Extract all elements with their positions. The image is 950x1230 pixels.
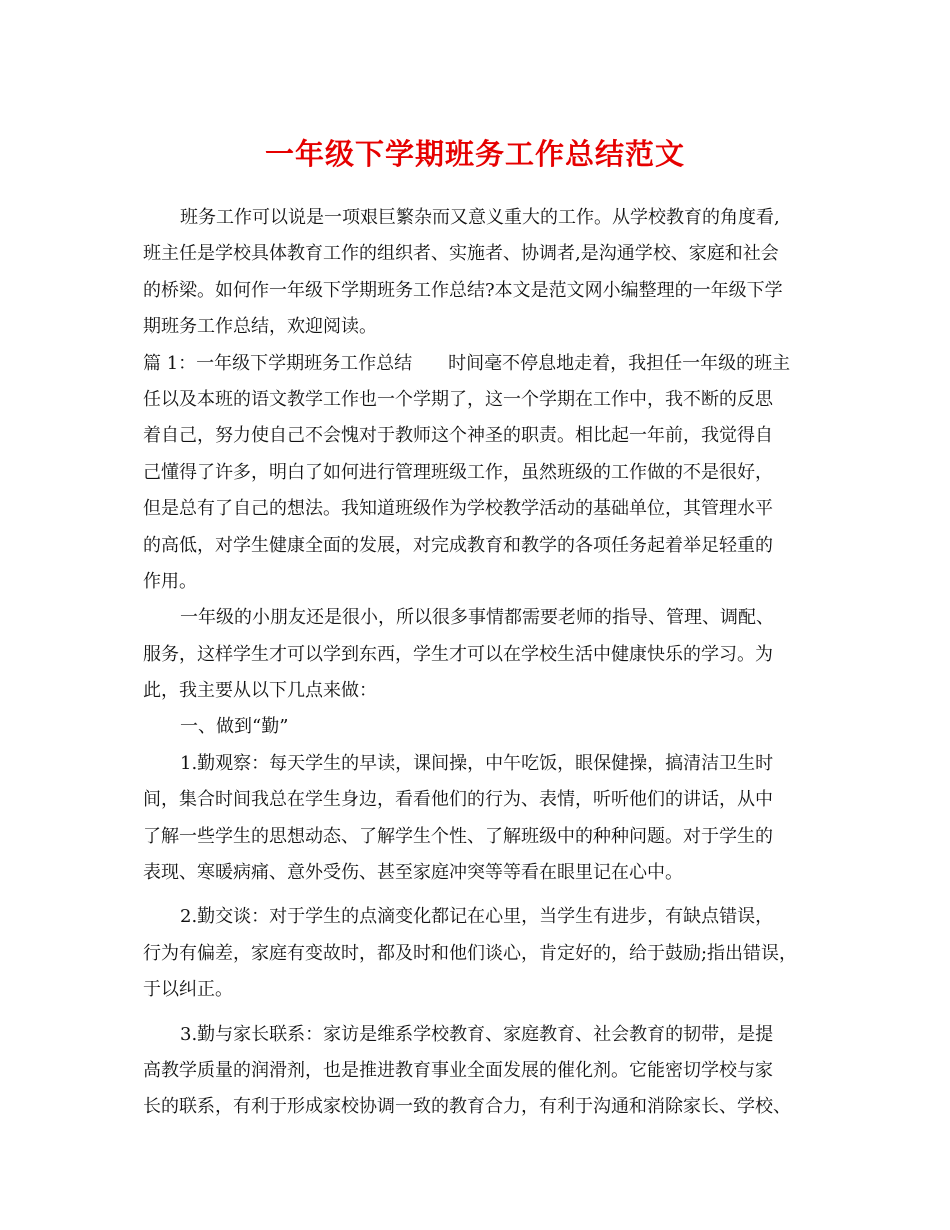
body-line: 服务，这样学生才可以学到东西，学生才可以在学校生活中健康快乐的学习。为 bbox=[143, 643, 773, 665]
body-line: 2.勤交谈：对于学生的点滴变化都记在心里，当学生有进步，有缺点错误， bbox=[180, 906, 774, 928]
body-line: 此，我主要从以下几点来做： bbox=[143, 680, 377, 702]
paragraph-gap bbox=[143, 891, 823, 899]
body-line: 的高低，对学生健康全面的发展，对完成教育和教学的各项任务起着举足轻重的 bbox=[143, 534, 773, 556]
body-line: 了解一些学生的思想动态、了解学生个性、了解班级中的种种问题。对于学生的 bbox=[143, 825, 773, 847]
body-line: 作用。 bbox=[143, 570, 197, 592]
body-line: 一年级的小朋友还是很小，所以很多事情都需要老师的指导、管理、调配、 bbox=[180, 607, 774, 629]
body-line: 1.勤观察：每天学生的早读，课间操，中午吃饭，眼保健操，搞清洁卫生时 bbox=[180, 752, 774, 774]
body-line: 己懂得了许多，明白了如何进行管理班级工作，虽然班级的工作做的不是很好， bbox=[143, 461, 773, 483]
body-line: 篇 1：一年级下学期班务工作总结 时间毫不停息地走着，我担任一年级的班主 bbox=[143, 352, 791, 374]
document-title: 一年级下学期班务工作总结范文 bbox=[264, 137, 685, 171]
body-line: 于以纠正。 bbox=[143, 979, 233, 1001]
body-line: 一、做到“勤” bbox=[180, 716, 289, 738]
document-body bbox=[143, 200, 823, 1126]
paragraph-gap bbox=[143, 1009, 823, 1017]
body-line: 着自己，努力使自己不会愧对于教师这个神圣的职责。相比起一年前，我觉得自 bbox=[143, 425, 773, 447]
body-line: 表现、寒暖病痛、意外受伤、甚至家庭冲突等等看在眼里记在心中。 bbox=[143, 862, 683, 884]
body-line: 3.勤与家长联系：家访是维系学校教育、家庭教育、社会教育的韧带，是提 bbox=[180, 1023, 774, 1045]
body-line: 长的联系，有利于形成家校协调一致的教育合力，有利于沟通和消除家长、学校、 bbox=[143, 1096, 791, 1118]
body-line: 班主任是学校具体教育工作的组织者、实施者、协调者,是沟通学校、家庭和社会 bbox=[143, 243, 779, 265]
body-line: 行为有偏差，家庭有变故时，都及时和他们谈心，肯定好的，给于鼓励;指出错误， bbox=[143, 942, 798, 964]
body-line: 但是总有了自己的想法。我知道班级作为学校教学活动的基础单位，其管理水平 bbox=[143, 498, 773, 520]
body-line: 任以及本班的语文教学工作也一个学期了，这一个学期在工作中，我不断的反思 bbox=[143, 388, 773, 410]
body-line: 班务工作可以说是一项艰巨繁杂而又意义重大的工作。从学校教育的角度看, bbox=[180, 207, 780, 228]
body-line: 的桥梁。如何作一年级下学期班务工作总结?本文是范文网小编整理的一年级下学 bbox=[143, 279, 783, 301]
body-line: 间，集合时间我总在学生身边，看看他们的行为、表情，听听他们的讲话，从中 bbox=[143, 789, 773, 811]
body-line: 期班务工作总结，欢迎阅读。 bbox=[143, 316, 377, 338]
body-line: 高教学质量的润滑剂，也是推进教育事业全面发展的催化剂。它能密切学校与家 bbox=[143, 1059, 773, 1081]
